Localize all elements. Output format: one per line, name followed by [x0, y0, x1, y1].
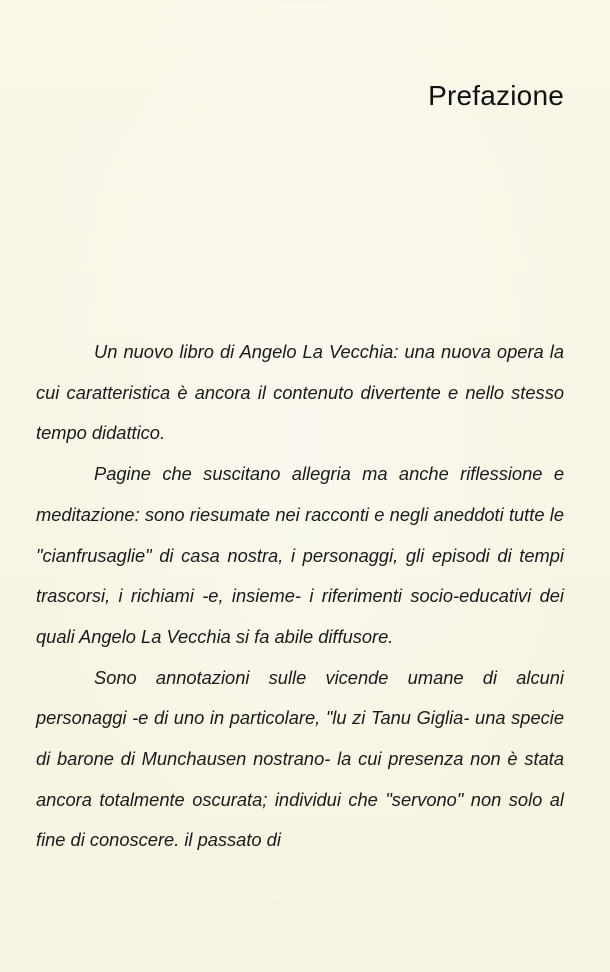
body-text	[36, 332, 564, 861]
paragraph-3: Sono annotazioni sulle vicende umane di alcuni personaggi -e di uno in particolare, "lu zi Tanu Giglia- una specie di barone di Munchausen nostrano- la cui presenza non è stata ancora totalmente oscurata; individui che "servono" non solo al fine di conoscere. il passato di	[36, 666, 564, 851]
page-title: Prefazione	[428, 80, 564, 111]
paragraph-2: Pagine che suscitano allegria ma anche riflessione e meditazione: sono riesumate nei racconti e negli aneddoti tutte le "cianfrusaglie" di casa nostra, i personaggi, gli episodi di tempi trascorsi, i richiami -e, insieme- i riferimenti socio-educativi dei quali Angelo La Vecchia si fa abile diffusore.	[36, 463, 564, 647]
paragraph-1: Un nuovo libro di Angelo La Vecchia: una nuova opera la cui caratteristica è ancora il contenuto divertente e nello stesso tempo didattico.	[36, 341, 564, 444]
